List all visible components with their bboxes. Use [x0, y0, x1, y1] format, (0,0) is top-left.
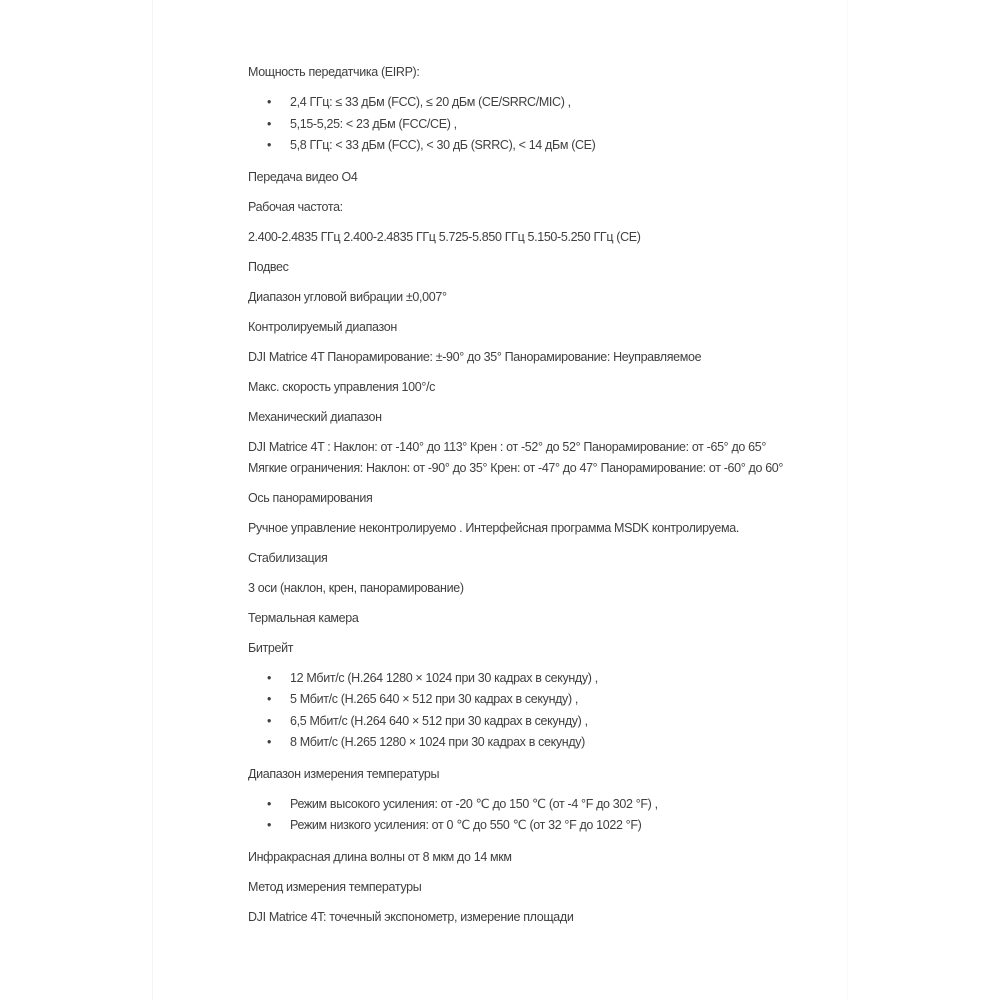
- spec-list-item: • 12 Мбит/с (H.264 1280 × 1024 при 30 кадрах в секунду) ,: [267, 668, 868, 690]
- spec-paragraph: [248, 437, 868, 479]
- spec-paragraph: Ось панорамирования: [248, 490, 373, 505]
- spec-paragraph: Метод измерения температуры: [248, 879, 422, 894]
- spec-paragraph-line: Мягкие ограничения: Наклон: от -90° до 35° Крен: от -47° до 47° Панорамирование: от -60° до 60°: [248, 460, 784, 475]
- spec-paragraph: Макс. скорость управления 100°/с: [248, 379, 436, 394]
- spec-list-item: • 6,5 Мбит/с (H.264 640 × 512 при 30 кадрах в секунду) ,: [267, 711, 868, 733]
- spec-paragraph: Термальная камера: [248, 610, 359, 625]
- spec-paragraph: Диапазон измерения температуры: [248, 766, 440, 781]
- spec-bullet-list: [248, 794, 868, 837]
- spec-paragraph: Подвес: [248, 259, 289, 274]
- spec-paragraph: DJI Matrice 4T Панорамирование: ±-90° до 35° Панорамирование: Неуправляемое: [248, 349, 702, 364]
- spec-paragraph: 3 оси (наклон, крен, панорамирование): [248, 580, 464, 595]
- spec-list-item: • Режим низкого усиления: от 0 ℃ до 550 ℃ (от 32 °F до 1022 °F): [267, 815, 868, 837]
- spec-paragraph: DJI Matrice 4T: точечный экспонометр, измерение площади: [248, 909, 574, 924]
- spec-paragraph: Рабочая частота:: [248, 199, 343, 214]
- spec-list-item: • 5,8 ГГц: < 33 дБм (FCC), < 30 дБ (SRRC), < 14 дБм (CE): [267, 135, 868, 157]
- spec-paragraph: Контролируемый диапазон: [248, 319, 397, 334]
- spec-bullet-list: [248, 92, 868, 157]
- spec-paragraph: Битрейт: [248, 640, 294, 655]
- spec-list-item: • 5 Мбит/с (H.265 640 × 512 при 30 кадрах в секунду) ,: [267, 689, 868, 711]
- spec-paragraph-line: DJI Matrice 4T : Наклон: от -140° до 113° Крен : от -52° до 52° Панорамирование: от -65° до 65°: [248, 439, 766, 454]
- spec-text-content: [248, 62, 868, 937]
- spec-paragraph: 2.400-2.4835 ГГц 2.400-2.4835 ГГц 5.725-5.850 ГГц 5.150-5.250 ГГц (CE): [248, 229, 641, 244]
- spec-list-item: • 8 Мбит/с (H.265 1280 × 1024 при 30 кадрах в секунду): [267, 732, 868, 754]
- spec-bullet-list: [248, 668, 868, 754]
- spec-paragraph: Мощность передатчика (EIRP):: [248, 65, 420, 79]
- spec-paragraph: Стабилизация: [248, 550, 328, 565]
- spec-list-item: • 5,15-5,25: < 23 дБм (FCC/CE) ,: [267, 114, 868, 136]
- spec-paragraph: Инфракрасная длина волны от 8 мкм до 14 мкм: [248, 849, 512, 864]
- spec-list-item: • Режим высокого усиления: от -20 ℃ до 150 ℃ (от -4 °F до 302 °F) ,: [267, 794, 868, 816]
- spec-paragraph: Передача видео O4: [248, 169, 358, 184]
- spec-paragraph: Диапазон угловой вибрации ±0,007°: [248, 289, 447, 304]
- page-edge-line-left: [152, 0, 153, 1000]
- spec-paragraph: Ручное управление неконтролируемо . Интерфейсная программа MSDK контролируема.: [248, 520, 739, 535]
- spec-list-item: • 2,4 ГГц: ≤ 33 дБм (FCC), ≤ 20 дБм (CE/SRRC/MIC) ,: [267, 92, 868, 114]
- spec-paragraph: Механический диапазон: [248, 409, 382, 424]
